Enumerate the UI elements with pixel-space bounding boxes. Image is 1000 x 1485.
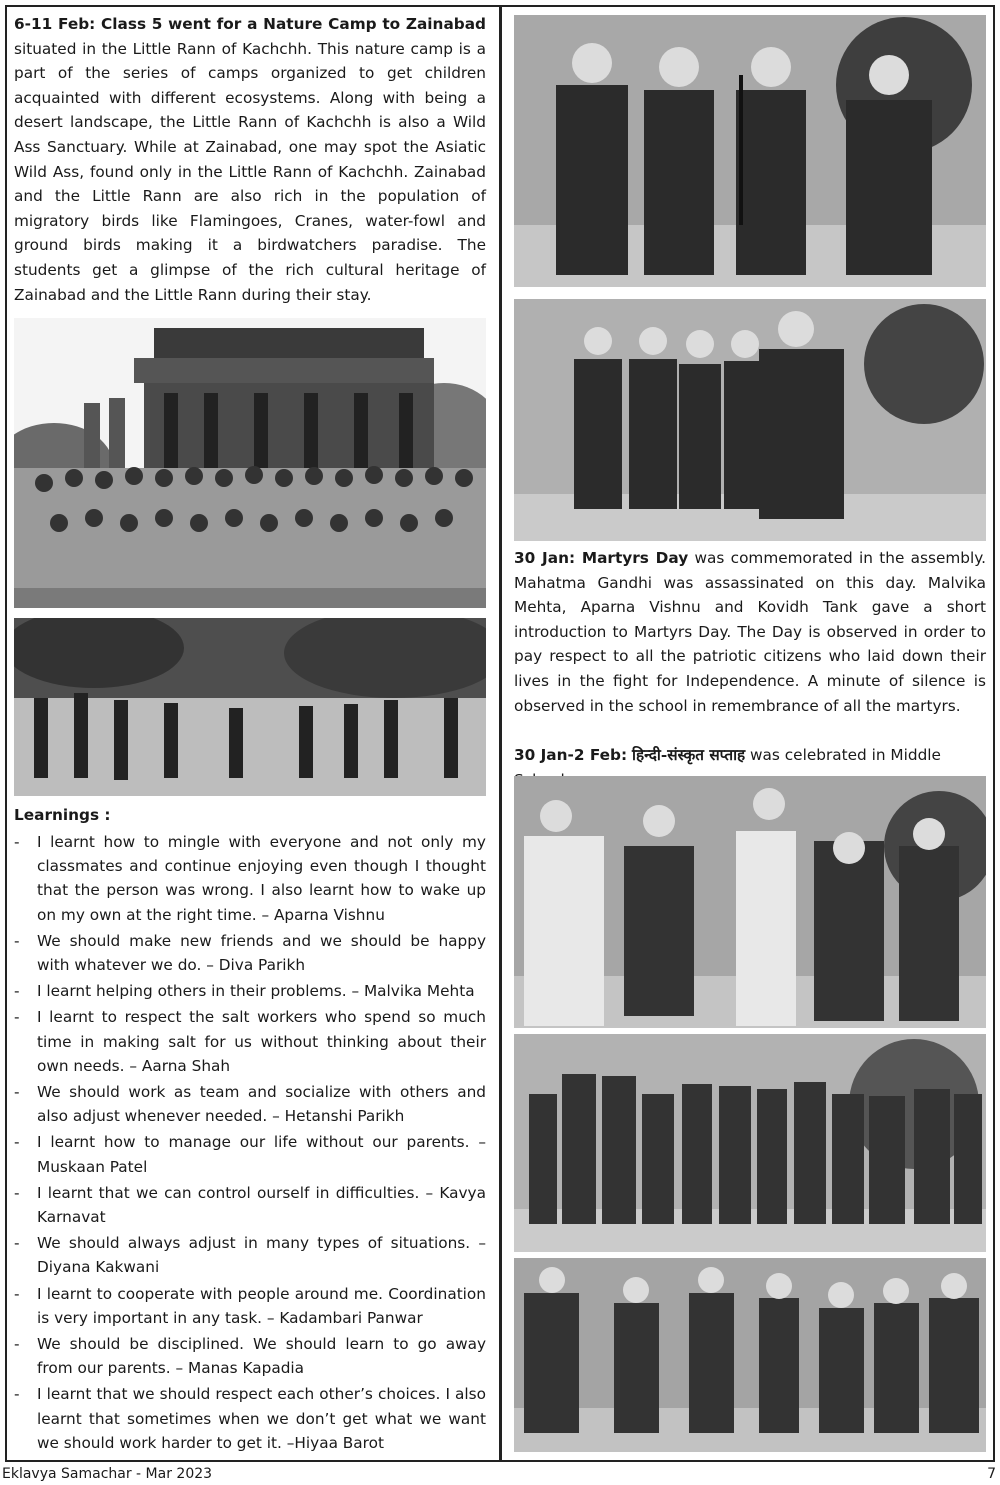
list-item: - We should be disciplined. We should learn to go away from our parents. – Manas Kapadia [14,1332,486,1380]
hindi-week-heading: 30 Jan-2 Feb: [514,746,628,764]
list-item: - I learnt how to mingle with everyone and not only my classmates and continue enjoying even though I thought that the person was wrong. I also learnt how to wake up on my own at the right time. – Aparna Vishnu [14,830,486,927]
list-item: - We should work as team and socialize with others and also adjust whenever needed. – Hetanshi Parikh [14,1080,486,1128]
martyrs-text: was commemorated in the assembly. Mahatma Gandhi was assassinated on this day. Malvika Mehta, Aparna Vishnu and Kovidh Tank gave a short introduction to Martyrs Day. The Day is observed in order to pay respect to all the patriotic citizens who laid down their lives in the fight for Independence. A minute of silence is observed in the school in remembrance of all the martyrs. [514,549,986,715]
list-item: - I learnt to respect the salt workers who spend so much time in making salt for us without thinking about their own needs. – Aarna Shah [14,1005,486,1078]
martyrs-paragraph [514,546,986,718]
camp-text: situated in the Little Rann of Kachchh. This nature camp is a part of the series of camps organized to get children acquainted with different ecosystems. Along with being a desert landscape, the Little Rann of Kachchh is also a Wild Ass Sanctuary. While at Zainabad, one may spot the Asiatic Wild Ass, found only in the Little Rann of Kachchh. Zainabad and the Little Rann are also rich in the population of migratory birds like Flamingoes, Cranes, water-fowl and ground birds making it a birdwatchers paradise. The students get a glimpse of the rich cultural heritage of Zainabad and the Little Rann during their stay. [14,39,486,304]
martyrs-day-photo-1 [514,15,986,287]
learnings-heading: Learnings : [14,806,111,824]
list-item: - I learnt that we should respect each other’s choices. I also learnt that sometimes when we don’t get what we want we should work harder to get it. –Hiyaa Barot [14,1382,486,1455]
column-divider [499,5,502,1462]
learnings-list [14,830,486,1457]
list-item: - I learnt how to manage our life without our parents. –Muskaan Patel [14,1130,486,1178]
hindi-week-photo-3 [514,1258,986,1452]
list-item: - I learnt helping others in their problems. – Malvika Mehta [14,979,486,1003]
left-column [14,12,486,307]
playground-activity-photo [14,618,486,796]
list-item: - We should make new friends and we should be happy with whatever we do. – Diva Parikh [14,929,486,977]
list-item: - I learnt that we can control ourself in difficulties. – Kavya Karnavat [14,1181,486,1229]
martyrs-section [514,546,986,718]
camp-paragraph [14,12,486,307]
page-number: 7 [987,1466,996,1482]
martyrs-heading: 30 Jan: Martyrs Day [514,549,689,567]
camp-heading: 6-11 Feb: Class 5 went for a Nature Camp to Zainabad [14,15,486,33]
hindi-week-photo-1 [514,776,986,1028]
hindi-week-photo-2 [514,1034,986,1252]
list-item: - I learnt to cooperate with people around me. Coordination is very important in any task. – Kadambari Panwar [14,1282,486,1330]
list-item: - We should always adjust in many types of situations. – Diyana Kakwani [14,1231,486,1279]
martyrs-day-photo-2 [514,299,986,541]
hindi-week-title: हिन्दी-संस्कृत सप्ताह [631,746,746,764]
hindi-week-text: was celebrated in Middle [750,746,941,764]
temple-group-photo [14,318,486,608]
footer-publication: Eklavya Samachar - Mar 2023 [2,1466,213,1482]
